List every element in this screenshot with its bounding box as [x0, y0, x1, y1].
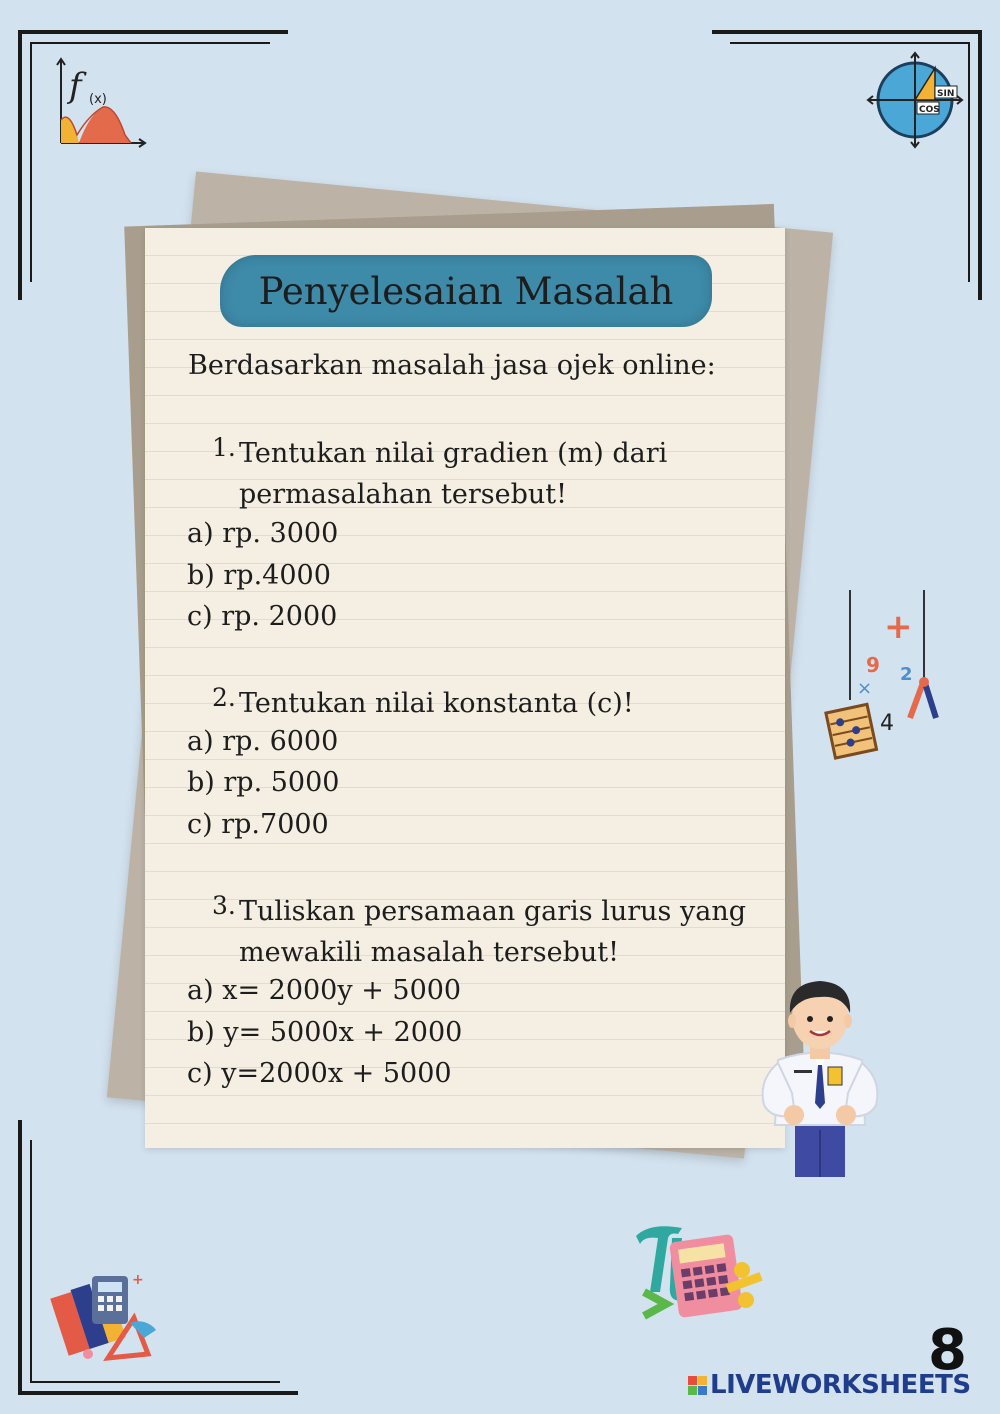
frame-corner-bottom-left-v2 [30, 1140, 32, 1383]
student-illustration [750, 975, 890, 1180]
frame-corner-top-left-v [18, 30, 22, 300]
question-1-option-b[interactable]: b) rp.4000 [187, 560, 331, 591]
question-1-number: 1. [212, 433, 236, 462]
frame-corner-top-left-h [18, 30, 288, 34]
fx-arg-label: (x) [89, 92, 107, 107]
frame-corner-bottom-left-h [18, 1391, 298, 1395]
question-3-number: 3. [212, 891, 236, 920]
times-glyph: × [857, 678, 873, 699]
sin-label: SIN [937, 89, 955, 99]
frame-corner-top-left-v2 [30, 42, 32, 282]
question-2-option-b[interactable]: b) rp. 5000 [187, 767, 340, 798]
frame-corner-top-right-h2 [730, 42, 970, 44]
math-hanging-icon [820, 590, 945, 765]
fx-label: f [69, 66, 82, 106]
intro-text: Berdasarkan masalah jasa ojek online: [188, 350, 716, 381]
books-plus-glyph: + [132, 1272, 144, 1288]
frame-corner-top-left-h2 [30, 42, 270, 44]
question-1-text: Tentukan nilai gradien (m) dari permasalahan tersebut! [239, 438, 668, 510]
cos-label: COS [919, 105, 940, 115]
nine-glyph: 9 [866, 653, 880, 677]
page-number: 8 [928, 1318, 967, 1383]
function-graph-icon [55, 55, 150, 150]
question-3-text: Tuliskan persamaan garis lurus yang mewakili masalah tersebut! [239, 896, 746, 968]
question-2-text: Tentukan nilai konstanta (c)! [239, 688, 634, 719]
question-2-option-c[interactable]: c) rp.7000 [187, 809, 329, 840]
question-1-option-a[interactable]: a) rp. 3000 [187, 518, 339, 549]
question-3-option-b[interactable]: b) y= 5000x + 2000 [187, 1017, 463, 1048]
question-2-number: 2. [212, 683, 236, 712]
page-title: Penyelesaian Masalah [258, 269, 674, 313]
question-1 [212, 433, 679, 515]
question-2-option-a[interactable]: a) rp. 6000 [187, 726, 339, 757]
question-1-option-c[interactable]: c) rp. 2000 [187, 601, 338, 632]
question-3-option-c[interactable]: c) y=2000x + 5000 [187, 1058, 452, 1089]
books-calculator-icon [48, 1268, 163, 1363]
trigonometry-circle-icon [865, 50, 965, 150]
plus-glyph: + [884, 607, 913, 647]
frame-corner-top-right-v [978, 30, 982, 300]
watermark-text: LIVEWORKSHEETS [710, 1370, 971, 1400]
frame-corner-top-right-v2 [968, 42, 970, 282]
four-glyph: 4 [880, 711, 894, 736]
two-glyph: 2 [900, 664, 913, 685]
question-2 [212, 683, 749, 724]
frame-corner-top-right-h [712, 30, 982, 34]
liveworksheets-logo-icon [688, 1376, 707, 1395]
liveworksheets-watermark[interactable] [688, 1370, 971, 1400]
frame-corner-bottom-left-h2 [30, 1381, 280, 1383]
question-3-option-a[interactable]: a) x= 2000y + 5000 [187, 975, 462, 1006]
frame-corner-bottom-left-v [18, 1120, 22, 1395]
pi-calculator-icon [630, 1212, 775, 1327]
question-3 [212, 891, 749, 973]
